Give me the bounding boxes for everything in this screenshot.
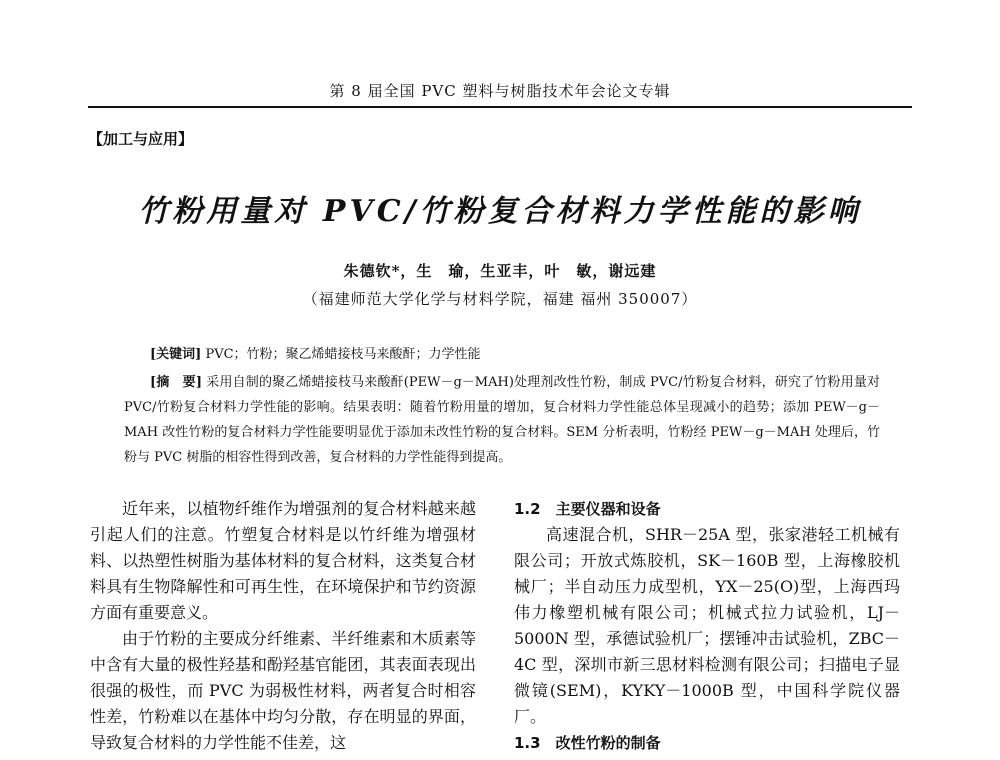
paper-title: 竹粉用量对 PVC/竹粉复合材料力学性能的影响	[138, 194, 862, 229]
keywords	[150, 343, 880, 362]
header-rule	[88, 106, 912, 108]
body-right-column	[514, 496, 900, 756]
affiliation: （福建师范大学化学与材料学院，福建 福州 350007）	[302, 290, 698, 308]
body-paragraph: 由于竹粉的主要成分纤维素、半纤维素和木质素等中含有大量的极性羟基和酚羟基官能团，其表面表现出很强的极性，而 PVC 为弱极性材料，两者复合时相容性差，竹粉难以在基体中均匀分散，存在明显的界面，导致复合材料的力学性能不佳差，这	[90, 629, 476, 752]
abstract-text: 采用自制的聚乙烯蜡接枝马来酸酐(PEW－g－MAH)处理剂改性竹粉，制成 PVC/竹粉复合材料，研究了竹粉用量对 PVC/竹粉复合材料力学性能的影响。结果表明：随着竹粉用量的增加，复合材料力学性能总体呈现减小的趋势；添加 PEW－g－MAH 改性竹粉的复合材料力学性能要明显优于添加未改性竹粉的复合材料。SEM 分析表明，竹粉经 PEW－g－MAH 处理后，竹粉与 PVC 树脂的相容性得到改善，复合材料的力学性能得到提高。	[124, 375, 881, 465]
section-tag: 【加工与应用】	[88, 130, 194, 148]
keywords-label: [关键词]	[150, 347, 202, 362]
journal-header: 第 8 届全国 PVC 塑料与树脂技术年会论文专辑	[329, 82, 671, 100]
authors: 朱德钦*，生 瑜，生亚丰，叶 敏，谢远建	[343, 262, 657, 280]
abstract	[124, 370, 880, 470]
section-heading-1-2: 1.2 主要仪器和设备	[514, 500, 661, 518]
body-paragraph: 近年来，以植物纤维作为增强剂的复合材料越来越引起人们的注意。竹塑复合材料是以竹纤维为增强材料、以热塑性树脂为基体材料的复合材料，这类复合材料具有生物降解性和可再生性，在环境保护和节约资源方面有重要意义。	[90, 499, 476, 622]
abstract-label: [摘 要]	[150, 375, 202, 390]
keywords-text: PVC；竹粉；聚乙烯蜡接枝马来酸酐；力学性能	[205, 347, 481, 362]
section-heading-1-3: 1.3 改性竹粉的制备	[514, 734, 661, 752]
body-left-column	[90, 496, 476, 756]
body-paragraph: 高速混合机，SHR－25A 型，张家港轻工机械有限公司；开放式炼胶机，SK－160B 型，上海橡胶机械厂；半自动压力成型机，YX－25(O)型，上海西玛伟力橡塑机械有限公司；机械式拉力试验机，LJ－5000N 型，承德试验机厂；摆锤冲击试验机，ZBC－4C 型，深圳市新三思材料检测有限公司；扫描电子显微镜(SEM)，KYKY－1000B 型，中国科学院仪器厂。	[514, 525, 900, 726]
